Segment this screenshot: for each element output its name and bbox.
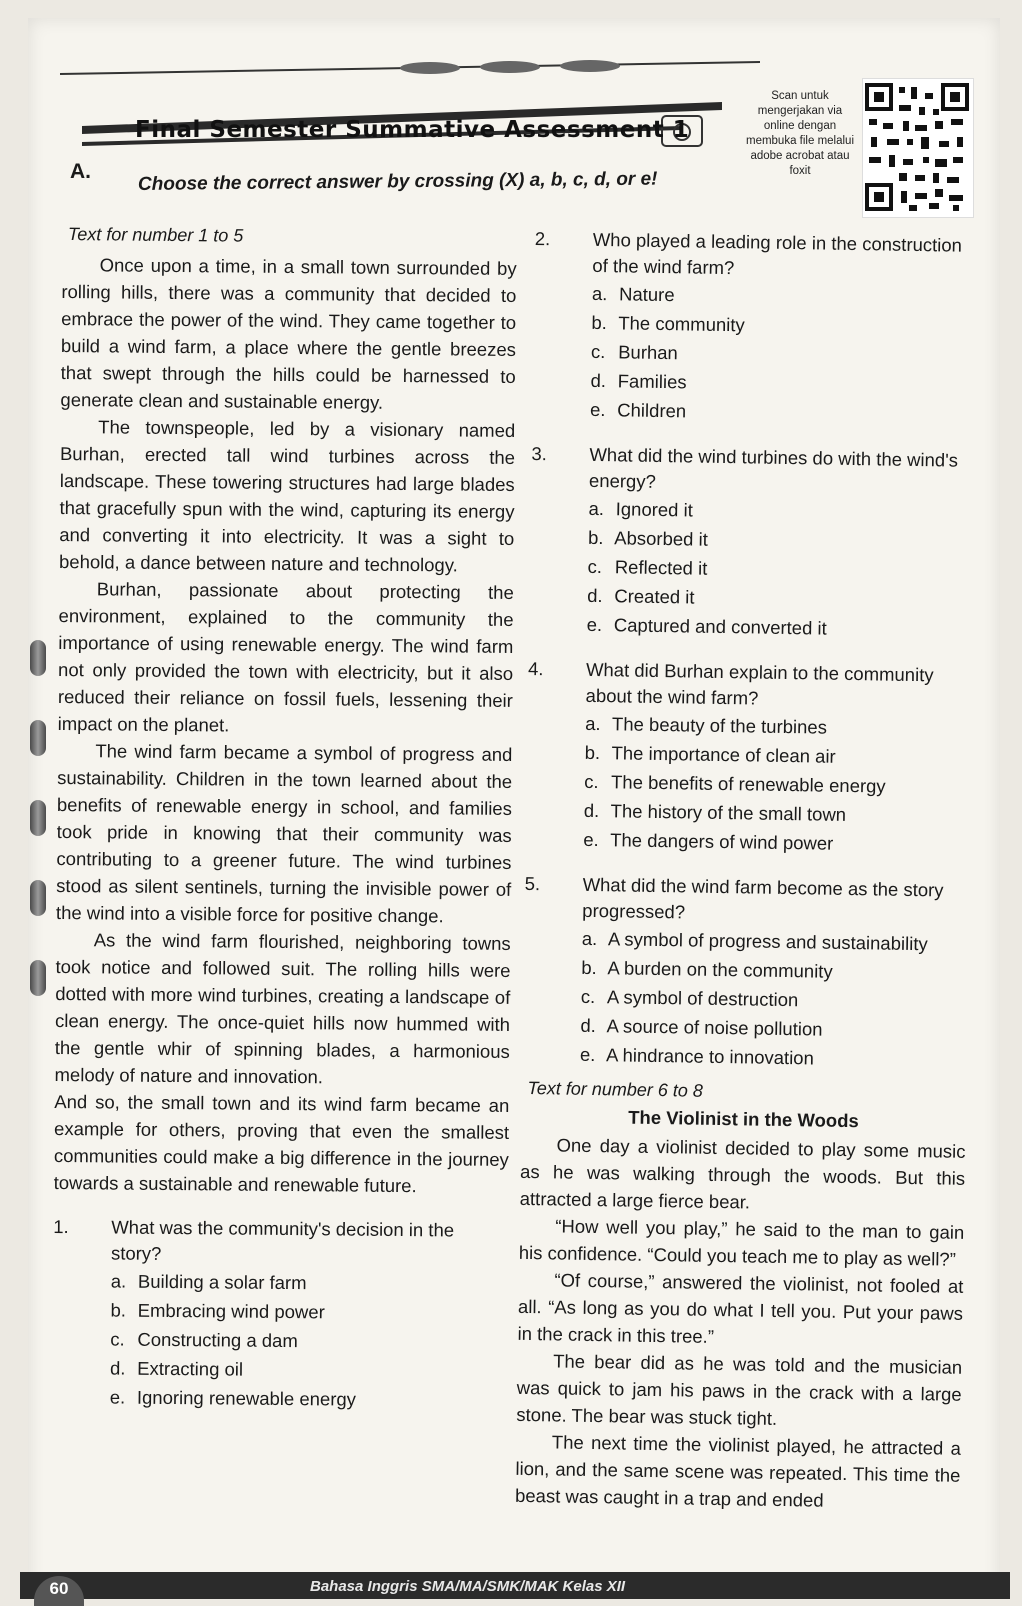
question-stem: What was the community's decision in the story? <box>110 1216 455 1264</box>
passage-paragraph: The wind farm became a symbol of progress and sustainability. Children in the town learned about the benefits of renewable energy in school, and families took pride in knowing that their community was contributing to a greener future. The wind turbines stood as silent sentinels, turning the invisible power of the wind into a visible force for positive change. <box>55 740 513 927</box>
passage-paragraph: As the wind farm flourished, neighboring towns took notice and followed suit. The rolling hills were dotted with more wind turbines, creating a landscape of clean energy. The once-quiet hills now hummed with the gentle whir of spinning blades, a harmonious melody of nature and innovation. <box>54 929 511 1088</box>
story-paragraph: The next time the violinist played, he attracted a lion, and the same scene was repeated. This time the beast was caught in a trap and ended <box>514 1431 962 1511</box>
story-paragraph: “Of course,” answered the violinist, not fooled at all. “As long as you do what I tell you. Put your paws in the crack in this tree.” <box>517 1269 964 1347</box>
passage-paragraph: The townspeople, led by a visionary named Burhan, erected tall wind turbines across the landscape. These towering structures had large blades that gracefully spun with the wind, capturing its energy and converting it into electricity. It was a sight to behold, a dance between nature and technology. <box>58 416 516 576</box>
story-paragraph: “How well you play,” he said to the man to gain his confidence. “Could you teach me to play as well?” <box>518 1215 965 1270</box>
passage-paragraph: Once upon a time, in a small town surrounded by rolling hills, there was a community that decided to embrace the power of the wind. They came together to build a wind farm, a place where the gentle breezes that swept through the hills could be harnessed to generate clean and sustainable energy. <box>60 254 517 413</box>
section-letter: A. <box>70 160 91 183</box>
answer-options <box>583 709 972 860</box>
question-5 <box>524 871 970 930</box>
answer-options <box>580 924 969 1075</box>
question-number: 1. <box>53 1215 69 1238</box>
binding-ring <box>30 880 46 916</box>
answer-option[interactable]: e. Captured and converted it <box>586 613 827 639</box>
question-stem: What did the wind turbines do with the wind's energy? <box>588 443 959 492</box>
passage-paragraph: Burhan, passionate about protecting the environment, explained to the community the importance of using renewable energy. The wind farm not only provided the town with electricity, but it also reduced their reliance on fossil fuels, lessening their impact on the planet. <box>57 578 514 736</box>
question-number: 4. <box>527 657 544 680</box>
question-1 <box>53 1214 508 1270</box>
binding-ring <box>30 640 46 676</box>
answer-option[interactable]: c. A symbol of destruction <box>580 985 799 1011</box>
answer-options <box>590 279 979 430</box>
answer-option[interactable]: b. The importance of clean air <box>584 741 836 767</box>
answer-option[interactable]: c. Reflected it <box>587 555 708 579</box>
answer-option[interactable]: c. Constructing a dam <box>110 1328 298 1352</box>
question-stem: Who played a leading role in the construction of the wind farm? <box>592 228 963 279</box>
page-title: Final Semester Summative Assessment 1 <box>135 117 690 143</box>
answer-option[interactable]: c. The benefits of renewable energy <box>584 770 886 797</box>
answer-option[interactable]: a. Nature <box>591 282 675 306</box>
question-2 <box>534 226 980 285</box>
answer-option[interactable]: b. The community <box>591 311 745 336</box>
answer-option[interactable]: d. A source of noise pollution <box>580 1014 823 1040</box>
answer-options <box>110 1266 508 1414</box>
answer-option[interactable]: d. Families <box>590 369 687 393</box>
text-range-label: Text for number 6 to 8 <box>527 1077 704 1101</box>
answer-option[interactable]: c. Burhan <box>590 340 678 364</box>
answer-option[interactable]: b. Embracing wind power <box>110 1299 325 1323</box>
question-number: 2. <box>534 227 551 250</box>
qr-code-icon[interactable] <box>862 78 974 218</box>
answer-option[interactable]: d. Created it <box>587 584 695 608</box>
answer-option[interactable]: b. Absorbed it <box>587 526 708 550</box>
question-number: 5. <box>524 872 541 895</box>
question-3 <box>531 441 977 500</box>
book-title: Bahasa Inggris SMA/MA/SMK/MAK Kelas XII <box>310 1578 626 1595</box>
question-stem: What did Burhan explain to the community about the wind farm? <box>585 658 934 709</box>
answer-option[interactable]: b. A burden on the community <box>581 956 833 982</box>
answer-option[interactable]: e. Ignoring renewable energy <box>109 1386 357 1410</box>
qr-caption: Scan untuk mengerjakan via online dengan membuka file melalui adobe acrobat atau foxit <box>745 90 854 177</box>
binding-ring <box>30 720 46 756</box>
story-paragraph: One day a violinist decided to play some music as he was walking through the woods. But this attracted a large fierce bear. <box>519 1134 966 1213</box>
answer-option[interactable]: e. A hindrance to innovation <box>579 1043 815 1069</box>
answer-option[interactable]: d. Extracting oil <box>109 1357 244 1380</box>
answer-option[interactable]: a. A symbol of progress and sustainability <box>581 927 928 955</box>
passage-paragraph: And so, the small town and its wind farm became an example for others, proving that even the smallest communities could make a big difference in the journey towards a sustainable and renewable future. <box>53 1090 510 1197</box>
header-decoration <box>60 60 760 84</box>
answer-option[interactable]: a. Ignored it <box>588 497 694 521</box>
answer-option[interactable]: d. The history of the small town <box>583 799 847 825</box>
answer-option[interactable]: a. Building a solar farm <box>110 1270 307 1294</box>
binding-ring <box>30 960 46 996</box>
answer-options <box>587 494 976 645</box>
answer-option[interactable]: e. The dangers of wind power <box>583 828 834 854</box>
instructions: Choose the correct answer by crossing (X) a, b, c, d, or e! <box>137 168 658 195</box>
question-stem: What did the wind farm become as the story progressed? <box>582 873 944 923</box>
binding-ring <box>30 800 46 836</box>
right-column <box>515 226 980 1516</box>
question-number: 3. <box>531 442 548 465</box>
page-number: 60 <box>34 1576 84 1606</box>
story-paragraph: The bear did as he was told and the musician was quick to jam his paws in the crack with a large stone. The bear was stuck tight. <box>516 1350 963 1429</box>
question-4 <box>527 656 973 715</box>
answer-option[interactable]: a. The beauty of the turbines <box>585 712 828 738</box>
answer-option[interactable]: e. Children <box>589 398 687 422</box>
story-title: The Violinist in the Woods <box>628 1106 859 1132</box>
left-column <box>52 224 517 1415</box>
text-range-label: Text for number 1 to 5 <box>67 224 244 246</box>
